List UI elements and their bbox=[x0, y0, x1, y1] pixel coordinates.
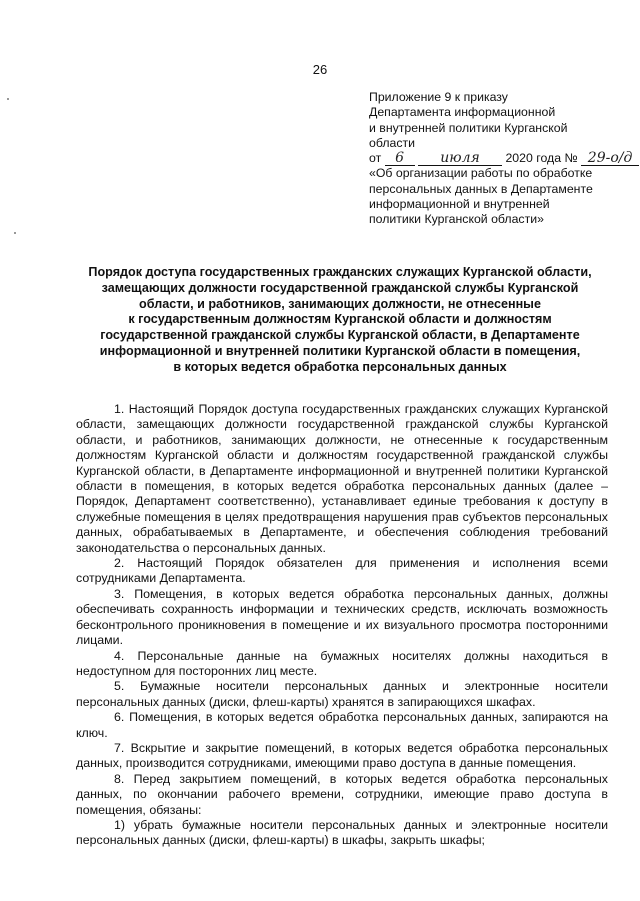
appendix-line: Приложение 9 к приказу bbox=[369, 90, 508, 104]
paragraph-1: 1. Настоящий Порядок доступа государственных гражданских служащих Курганской области, замещающих должности государственной гражданской службы Курганской области, и работников, занимающих должности, не отнесенные к государственным должностям Курганской области и должностям государственной гражданской службы Курганской области, в Департаменте информационной и внутренней политики Курганской области в помещения, в которых ведется обработка персональных данных (далее – Порядок, Департамент соответственно), устанавливает единые требования к доступу в служебные помещения в целях предотвращения нарушения прав субъектов персональных данных, обрабатываемых в Департаменте, и обеспечения соблюдения требований законодательства о персональных данных. bbox=[76, 402, 608, 555]
appendix-header bbox=[369, 90, 631, 228]
page-number: 26 bbox=[312, 62, 328, 77]
title-line: замещающих должности государственной гражданской службы Курганской bbox=[101, 280, 579, 295]
paragraph-8-item-1: 1) убрать бумажные носители персональных данных и электронные носители персональных данных (диски, флеш-карты) в шкафы, закрыть шкафы; bbox=[76, 817, 608, 848]
date-prefix: от bbox=[369, 151, 382, 166]
title-line: к государственным должностям Курганской области и должностям bbox=[128, 312, 552, 327]
title-line: Порядок доступа государственных гражданских служащих Курганской области, bbox=[88, 265, 592, 279]
paragraph-7: 7. Вскрытие и закрытие помещений, в которых ведется обработка персональных данных, производится сотрудниками, имеющими право доступа в данные помещения. bbox=[76, 740, 608, 771]
document-title bbox=[60, 265, 620, 376]
title-line: государственной гражданской службы Курганской области, в Департаменте bbox=[100, 328, 580, 343]
handwritten-month: июля bbox=[418, 152, 502, 166]
document-body bbox=[76, 402, 608, 849]
appendix-line: области bbox=[369, 135, 415, 150]
title-line: области, и работников, занимающих должности, не отнесенные bbox=[139, 296, 541, 311]
handwritten-order-number: 29-о/д bbox=[581, 152, 639, 166]
appendix-date-line bbox=[369, 151, 631, 166]
paragraph-4: 4. Персональные данные на бумажных носителях должны находиться в недоступном для посторонних лиц месте. bbox=[76, 648, 608, 678]
paragraph-2: 2. Настоящий Порядок обязателен для применения и исполнения всеми сотрудниками Департамента. bbox=[76, 556, 608, 586]
scan-speck bbox=[14, 232, 16, 234]
handwritten-day: 6 bbox=[385, 152, 415, 166]
appendix-subject-line: политики Курганской области» bbox=[369, 212, 544, 227]
title-line: в которых ведется обработка персональных данных bbox=[173, 359, 507, 374]
appendix-subject-line: информационной и внутренней bbox=[369, 197, 550, 212]
scan-speck bbox=[7, 98, 9, 100]
paragraph-8: 8. Перед закрытием помещений, в которых ведется обработка персональных данных, по окончании рабочего времени, сотрудники, имеющие право доступа в помещения, обязаны: bbox=[76, 771, 608, 817]
appendix-subject-line: персональных данных в Департаменте bbox=[369, 181, 593, 196]
appendix-subject-line: «Об организации работы по обработке bbox=[369, 166, 593, 181]
paragraph-6: 6. Помещения, в которых ведется обработка персональных данных, запираются на ключ. bbox=[76, 710, 608, 740]
title-line: информационной и внутренней политики Курганской области в помещения, bbox=[99, 343, 581, 358]
appendix-line: и внутренней политики Курганской bbox=[369, 120, 568, 135]
paragraph-3: 3. Помещения, в которых ведется обработка персональных данных, должны обеспечивать сохранность информации и технических средств, исключать возможность бесконтрольного проникновения в помещение и их визуального просмотра посторонними лицами. bbox=[76, 586, 608, 648]
paragraph-5: 5. Бумажные носители персональных данных и электронные носители персональных данных (диски, флеш-карты) хранятся в запирающихся шкафах. bbox=[76, 679, 608, 709]
appendix-line: Департамента информационной bbox=[369, 105, 556, 120]
date-year: 2020 года № bbox=[505, 151, 578, 166]
